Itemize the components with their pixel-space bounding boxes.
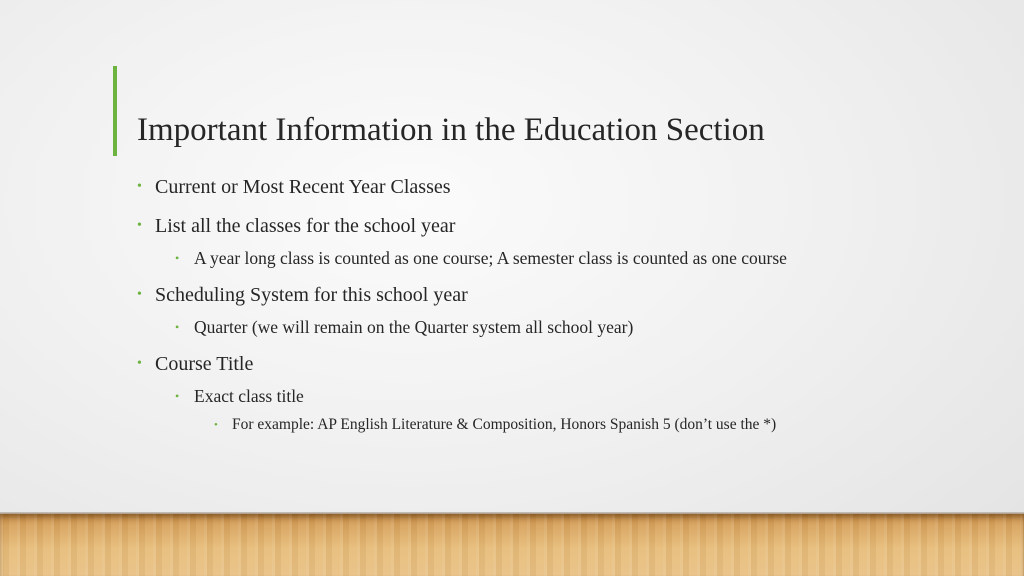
sub-sub-bullet-item (137, 411, 787, 439)
bullet-dot-icon: • (214, 419, 218, 431)
bullet-dot-icon: • (137, 179, 142, 194)
bullet-text: For example: AP English Literature & Composition, Honors Spanish 5 (don’t use the *) (232, 416, 777, 433)
bullet-item (137, 209, 787, 243)
bullet-item (137, 347, 787, 381)
bullet-dot-icon: • (137, 218, 142, 233)
bullet-text: Quarter (we will remain on the Quarter system all school year) (194, 317, 634, 337)
bullet-text: Current or Most Recent Year Classes (155, 176, 451, 198)
bullet-text: A year long class is counted as one course; A semester class is counted as one course (194, 248, 787, 268)
bullet-dot-icon: • (175, 251, 180, 265)
bullet-text: Exact class title (194, 386, 304, 406)
bullet-item (137, 278, 787, 312)
bullet-item (137, 170, 787, 204)
bullet-dot-icon: • (175, 320, 180, 334)
title-accent-bar (113, 66, 117, 156)
sub-bullet-item (137, 243, 787, 273)
sub-bullet-item (137, 381, 787, 411)
bullet-dot-icon: • (137, 287, 142, 302)
bullet-dot-icon: • (137, 356, 142, 371)
wood-floor-decoration (0, 514, 1024, 576)
bullet-list (137, 170, 787, 439)
slide-title: Important Information in the Education Section (137, 112, 765, 148)
bullet-text: Course Title (155, 353, 254, 375)
sub-bullet-item (137, 312, 787, 342)
bullet-text: List all the classes for the school year (155, 215, 456, 237)
bullet-text: Scheduling System for this school year (155, 284, 468, 306)
bullet-dot-icon: • (175, 389, 180, 403)
